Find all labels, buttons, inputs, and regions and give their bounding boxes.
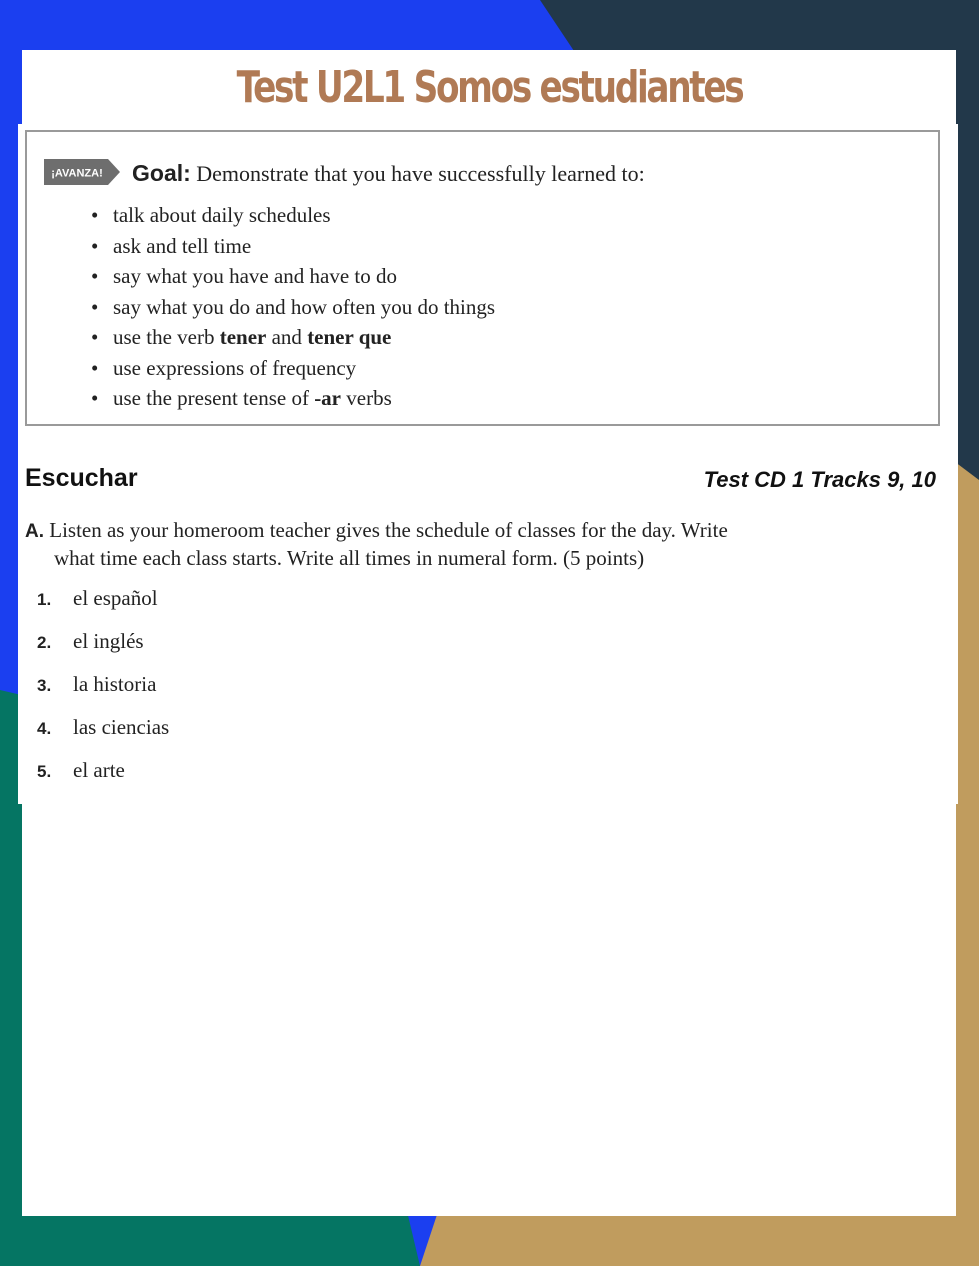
goal-item-text: use the present tense of: [113, 386, 315, 410]
goal-item-text: ask and tell time: [113, 233, 252, 258]
question-item: [37, 758, 169, 801]
question-item: [37, 586, 169, 629]
goal-item: [91, 383, 495, 414]
item-text: el arte: [73, 758, 125, 782]
goal-item-bold-term: tener que: [307, 325, 392, 349]
instructions-line-1: Listen as your homeroom teacher gives the schedule of classes for the day. Write: [49, 518, 728, 542]
cd-tracks-label: Test CD 1 Tracks 9, 10: [703, 467, 936, 492]
item-text: el inglés: [73, 629, 144, 653]
item-number: 5.: [37, 762, 52, 781]
goal-intro: Demonstrate that you have successfully learned to:: [196, 161, 645, 186]
goal-item: [91, 231, 495, 262]
goal-box: [25, 130, 940, 426]
instructions-line-2: what time each class starts. Write all times in numeral form. (5 points): [54, 546, 645, 570]
worksheet-scan: [18, 124, 958, 804]
goal-item-bold-term: -ar: [314, 386, 342, 410]
item-text: la historia: [73, 672, 157, 696]
goal-item: [91, 353, 495, 384]
question-a-instructions: [25, 517, 825, 571]
goal-label: Goal:: [132, 160, 191, 186]
goal-item-text: say what you do and how often you do things: [113, 294, 496, 319]
page-title: Test U2L1 Somos estudiantes: [236, 62, 743, 113]
question-item: [37, 715, 169, 758]
goal-item-text: use expressions of frequency: [113, 355, 357, 380]
goal-item-text: say what you have and have to do: [113, 264, 398, 288]
goal-item-text: verbs: [341, 386, 392, 410]
goal-item-text: talk about daily schedules: [113, 203, 331, 227]
item-text: el español: [73, 586, 158, 610]
item-text: las ciencias: [73, 715, 170, 739]
goal-item: [91, 292, 495, 323]
question-letter: A.: [25, 521, 44, 542]
question-item: [37, 629, 169, 672]
goal-item: [91, 322, 495, 353]
goal-list: [91, 200, 495, 414]
item-number: 3.: [37, 676, 52, 695]
avanza-badge-text: ¡AVANZA!: [51, 167, 103, 180]
question-item: [37, 672, 169, 715]
section-heading: Escuchar: [25, 464, 138, 492]
goal-item: [91, 200, 495, 231]
item-number: 4.: [37, 719, 52, 738]
goal-line: [132, 160, 645, 187]
goal-item-text: and: [266, 325, 308, 349]
item-number: 2.: [37, 633, 52, 652]
item-number: 1.: [37, 590, 52, 609]
question-items: [37, 586, 169, 801]
avanza-badge: [44, 159, 120, 185]
goal-item: [91, 261, 495, 292]
goal-item-text: use the verb: [113, 325, 220, 349]
goal-item-bold-term: tener: [219, 325, 267, 349]
